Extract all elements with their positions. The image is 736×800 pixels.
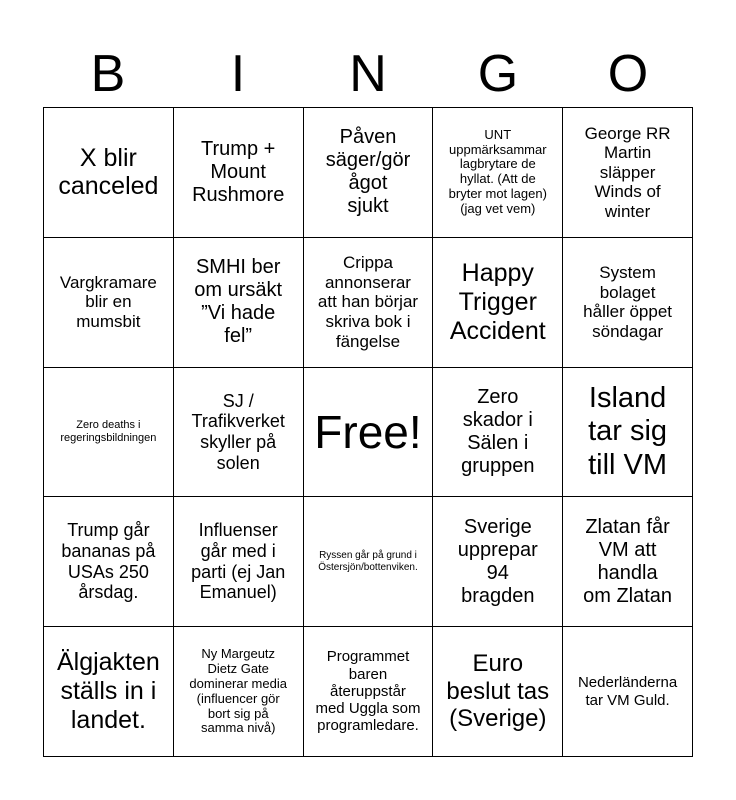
cell-text: Euro beslut tas (Sverige) — [446, 650, 550, 733]
bingo-cell[interactable] — [174, 627, 304, 757]
cell-text: Nederländerna tar VM Guld. — [577, 674, 678, 709]
cell-text: X blir canceled — [58, 143, 159, 201]
bingo-cell[interactable] — [563, 368, 693, 498]
bingo-cell[interactable] — [174, 238, 304, 368]
bingo-header — [43, 40, 693, 108]
bingo-cell[interactable] — [433, 108, 563, 238]
cell-text: SMHI ber om ursäkt ”Vi hade fel” — [194, 256, 283, 348]
header-letter-n: N — [349, 45, 387, 103]
cell-text: UNT uppmärksammar lagbrytare de hyllat. (Att de bryter mot lagen) (jag vet vem) — [448, 126, 547, 217]
cell-text: Programmet baren återuppstår med Uggla som programledare. — [315, 648, 421, 735]
bingo-cell[interactable] — [44, 627, 174, 757]
header-letter-b: B — [90, 45, 126, 103]
cell-text: Trump går bananas på USAs 250 årsdag. — [61, 520, 156, 603]
header-letter-o: O — [607, 45, 649, 103]
bingo-cell[interactable] — [304, 108, 434, 238]
cell-text: Zlatan får VM att handla om Zlatan — [583, 515, 673, 607]
bingo-cell[interactable] — [304, 627, 434, 757]
cell-text: Trump + Mount Rushmore — [192, 137, 285, 206]
bingo-cell[interactable] — [174, 497, 304, 627]
bingo-cell[interactable] — [44, 238, 174, 368]
bingo-cell[interactable] — [563, 497, 693, 627]
cell-text: Crippa annonserar att han börjar skriva bok i fängelse — [317, 253, 419, 351]
bingo-cell[interactable] — [304, 368, 434, 498]
bingo-cell[interactable] — [433, 368, 563, 498]
cell-text: Älgjakten ställs in i landet. — [56, 648, 160, 734]
header-letter-i: I — [230, 45, 246, 103]
cell-text: Happy Trigger Accident — [449, 259, 546, 345]
bingo-grid — [43, 107, 693, 757]
bingo-cell[interactable] — [174, 108, 304, 238]
cell-text: SJ / Trafikverket skyller på solen — [191, 390, 285, 473]
cell-text: Zero skador i Sälen i gruppen — [461, 385, 535, 477]
bingo-cell[interactable] — [563, 108, 693, 238]
bingo-cell[interactable] — [304, 497, 434, 627]
free-space: Free! — [314, 405, 422, 458]
cell-text: Vargkramare blir en mumsbit — [59, 272, 157, 331]
header-letter-g: G — [477, 45, 519, 103]
cell-text: Zero deaths i regeringsbildningen — [60, 419, 157, 444]
cell-text: System bolaget håller öppet söndagar — [583, 263, 673, 341]
bingo-cell[interactable] — [44, 368, 174, 498]
cell-text: George RR Martin släpper Winds of winter — [584, 123, 671, 221]
cell-text: Sverige upprepar 94 bragden — [457, 515, 538, 607]
bingo-cell[interactable] — [433, 627, 563, 757]
bingo-cell[interactable] — [433, 238, 563, 368]
cell-text: Påven säger/gör ågot sjukt — [325, 126, 411, 218]
cell-text: Ny Margeutz Dietz Gate dominerar media (influencer gör bort sig på samma nivå) — [189, 645, 287, 736]
cell-text: Island tar sig till VM — [588, 381, 668, 481]
bingo-cell[interactable] — [304, 238, 434, 368]
bingo-cell[interactable] — [174, 368, 304, 498]
bingo-cell[interactable] — [44, 108, 174, 238]
bingo-cell[interactable] — [433, 497, 563, 627]
bingo-cell[interactable] — [563, 627, 693, 757]
bingo-cell[interactable] — [44, 497, 174, 627]
cell-text: Ryssen går på grund i Östersjön/bottenviken. — [318, 550, 418, 573]
bingo-cell[interactable] — [563, 238, 693, 368]
cell-text: Influenser går med i parti (ej Jan Emanuel) — [191, 520, 286, 603]
